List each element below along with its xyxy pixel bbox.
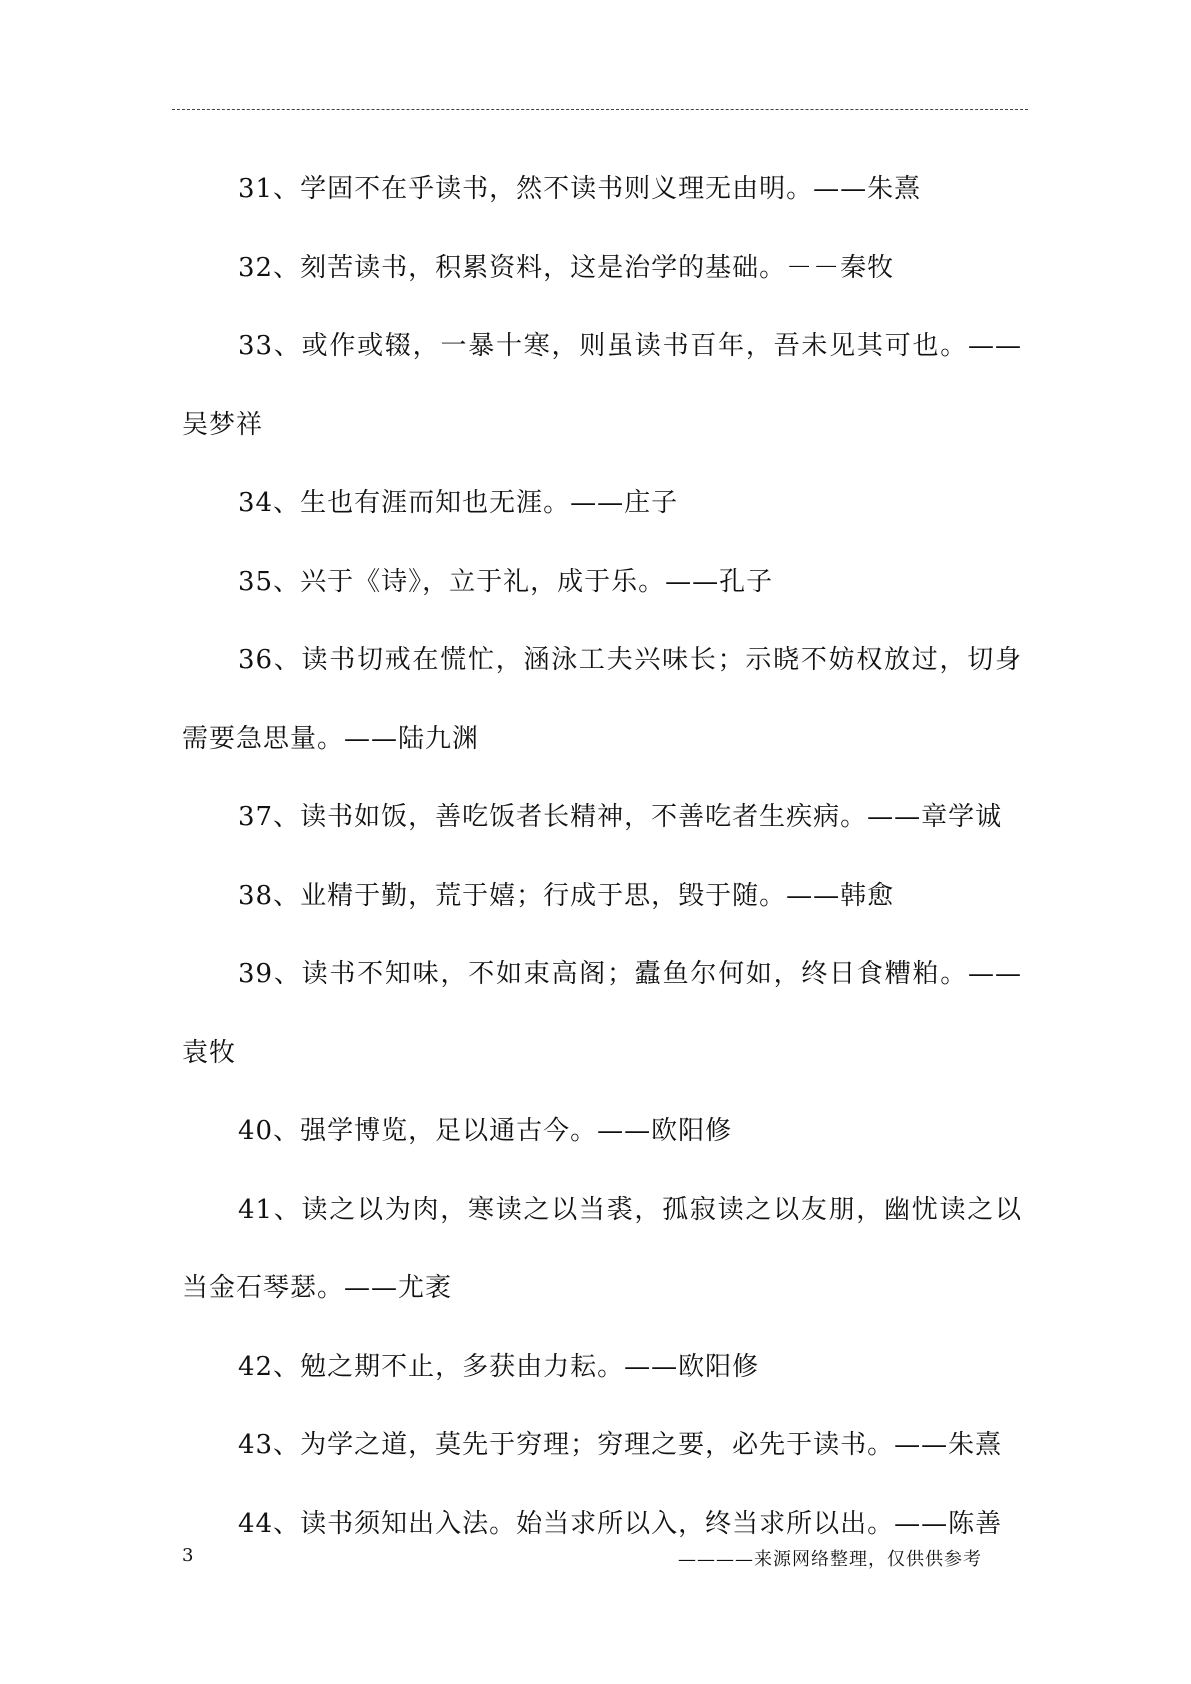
quote-35: 35、兴于《诗》，立于礼，成于乐。——孔子	[238, 566, 774, 597]
quote-31: 31、学固不在乎读书，然不读书则义理无由明。——朱熹	[238, 174, 922, 204]
quote-40: 40、强学博览，足以通古今。——欧阳修	[238, 1116, 733, 1146]
quote-34: 34、生也有涯而知也无涯。——庄子	[238, 488, 679, 518]
quote-36: 36、读书切戒在慌忙，涵泳工夫兴味长；示晓不妨权放过，切身需要急思量。——陆九渊	[182, 645, 1022, 754]
quote-33: 33、或作或辍，一暴十寒，则虽读书百年，吾未见其可也。——吴梦祥	[182, 331, 1022, 440]
footer-source-note: ————来源网络整理，仅供供参考	[678, 1549, 982, 1570]
quote-43: 43、为学之道，莫先于穷理；穷理之要，必先于读书。——朱熹	[238, 1430, 1003, 1460]
page-footer	[182, 1545, 1022, 1575]
quote-44: 44、读书须知出入法。始当求所以入，终当求所以出。——陈善	[238, 1508, 1003, 1539]
page-number: 3	[182, 1545, 194, 1566]
quote-38: 38、业精于勤，荒于嬉；行成于思，毁于随。——韩愈	[238, 880, 895, 911]
header-divider	[172, 109, 1028, 110]
quote-42: 42、勉之期不止，多获由力耘。——欧阳修	[238, 1351, 760, 1382]
quote-37: 37、读书如饭，善吃饭者长精神，不善吃者生疾病。——章学诚	[238, 802, 1003, 832]
document-body	[182, 150, 1022, 1563]
quote-41: 41、读之以为肉，寒读之以当裘，孤寂读之以友朋，幽忧读之以当金石琴瑟。——尤袤	[182, 1194, 1022, 1303]
quote-39: 39、读书不知味，不如束高阁；蠹鱼尔何如，终日食糟粕。——袁牧	[182, 959, 1022, 1068]
quote-32: 32、刻苦读书，积累资料，这是治学的基础。－－秦牧	[238, 252, 895, 283]
